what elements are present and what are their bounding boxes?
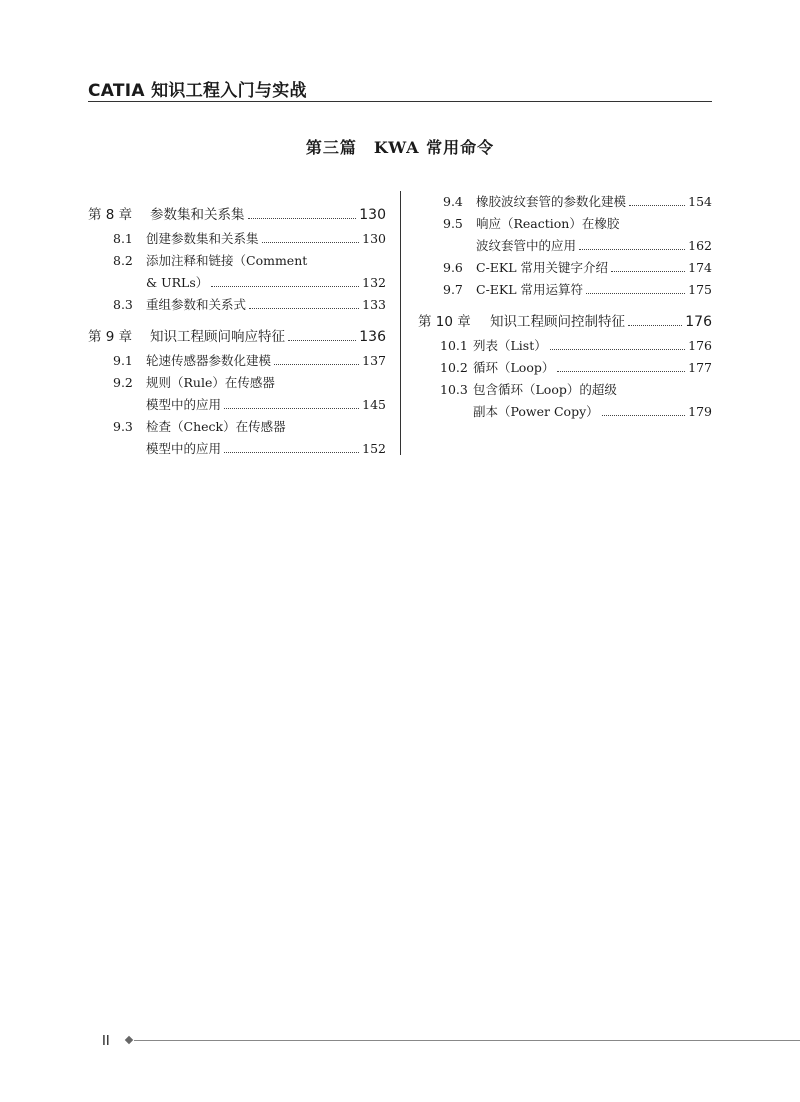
section-title-continued: 副本（Power Copy） (473, 404, 599, 419)
page-number: 174 (688, 260, 712, 275)
part-title: 第三篇 KWA 常用命令 (305, 138, 495, 157)
section-title: C-EKL 常用运算符 (476, 282, 584, 297)
toc-chapter[interactable] (88, 203, 386, 225)
dot-leader (262, 242, 360, 243)
section-number: 8.1 (113, 231, 133, 246)
page-number: 130 (362, 231, 386, 246)
toc-section[interactable] (418, 380, 712, 424)
page-number: 145 (362, 397, 386, 412)
dot-leader (579, 249, 685, 250)
toc-section[interactable] (88, 351, 386, 373)
dot-leader (602, 415, 686, 416)
toc-section[interactable] (88, 229, 386, 251)
dot-leader (611, 271, 685, 272)
toc-section[interactable] (418, 336, 712, 358)
section-number: 9.4 (443, 194, 463, 209)
section-number: 9.5 (443, 216, 463, 231)
section-title: 包含循环（Loop）的超级 (473, 382, 617, 397)
dot-leader (586, 293, 685, 294)
chapter-number: 第 9 章 (88, 329, 133, 345)
page-number: 176 (685, 314, 712, 330)
section-title: 创建参数集和关系集 (146, 231, 259, 246)
section-title-continued: & URLs） (146, 275, 209, 290)
page-number: 154 (688, 194, 712, 209)
section-title-continued: 模型中的应用 (146, 397, 222, 412)
section-title: 检查（Check）在传感器 (146, 419, 286, 434)
header-rule (88, 101, 712, 102)
page-number: 162 (688, 238, 712, 253)
section-number: 9.7 (443, 282, 463, 297)
section-number: 8.3 (113, 297, 133, 312)
section-title: C-EKL 常用关键字介绍 (476, 260, 609, 275)
toc-section[interactable] (88, 251, 386, 295)
toc-section[interactable] (88, 373, 386, 417)
dot-leader (628, 325, 682, 326)
page-number: 132 (362, 275, 386, 290)
section-title: 循环（Loop） (473, 360, 555, 375)
page-number: 137 (362, 353, 386, 368)
section-title: 列表（List） (473, 338, 547, 353)
toc-right-column (418, 192, 712, 424)
page-number: 133 (362, 297, 386, 312)
section-title: 响应（Reaction）在橡胶 (476, 216, 620, 231)
dot-leader (274, 364, 359, 365)
toc-section[interactable] (418, 280, 712, 302)
page-number: 177 (688, 360, 712, 375)
book-title: CATIA 知识工程入门与实战 (88, 81, 307, 101)
toc-chapter[interactable] (418, 310, 712, 332)
toc-left-column (88, 203, 386, 461)
page-number: 130 (359, 207, 386, 223)
section-number: 10.3 (440, 382, 468, 397)
dot-leader (550, 349, 685, 350)
toc-section[interactable] (418, 192, 712, 214)
toc-section[interactable] (418, 358, 712, 380)
footer-diamond-icon (125, 1036, 133, 1044)
chapter-number: 第 8 章 (88, 207, 133, 223)
section-number: 9.1 (113, 353, 133, 368)
section-number: 8.2 (113, 253, 133, 268)
dot-leader (249, 308, 359, 309)
dot-leader (288, 340, 356, 341)
section-number: 9.6 (443, 260, 463, 275)
toc-chapter[interactable] (88, 325, 386, 347)
section-title: 添加注释和链接（Comment (146, 253, 308, 268)
section-number: 9.3 (113, 419, 133, 434)
chapter-title: 知识工程顾问控制特征 (490, 314, 625, 330)
chapter-title: 知识工程顾问响应特征 (150, 329, 285, 345)
section-number: 9.2 (113, 375, 133, 390)
section-number: 10.2 (440, 360, 468, 375)
toc-section[interactable] (88, 417, 386, 461)
section-title-continued: 波纹套管中的应用 (476, 238, 577, 253)
page-number: 175 (688, 282, 712, 297)
footer-page-label: II (102, 1034, 110, 1049)
section-number: 10.1 (440, 338, 468, 353)
dot-leader (224, 452, 359, 453)
column-divider (400, 191, 401, 455)
toc-section[interactable] (88, 295, 386, 317)
page-number: 152 (362, 441, 386, 456)
chapter-title: 参数集和关系集 (150, 207, 245, 223)
section-title: 重组参数和关系式 (146, 297, 247, 312)
toc-section[interactable] (418, 258, 712, 280)
section-title: 橡胶波纹套管的参数化建模 (476, 194, 627, 209)
page-number: 176 (688, 338, 712, 353)
page-number: 136 (359, 329, 386, 345)
chapter-number: 第 10 章 (418, 314, 471, 330)
dot-leader (629, 205, 685, 206)
dot-leader (248, 218, 357, 219)
section-title-continued: 模型中的应用 (146, 441, 222, 456)
page-number: 179 (688, 404, 712, 419)
footer-rule (134, 1040, 800, 1041)
dot-leader (211, 286, 359, 287)
section-title: 轮速传感器参数化建模 (146, 353, 272, 368)
dot-leader (557, 371, 685, 372)
section-title: 规则（Rule）在传感器 (146, 375, 275, 390)
toc-section[interactable] (418, 214, 712, 258)
dot-leader (224, 408, 359, 409)
